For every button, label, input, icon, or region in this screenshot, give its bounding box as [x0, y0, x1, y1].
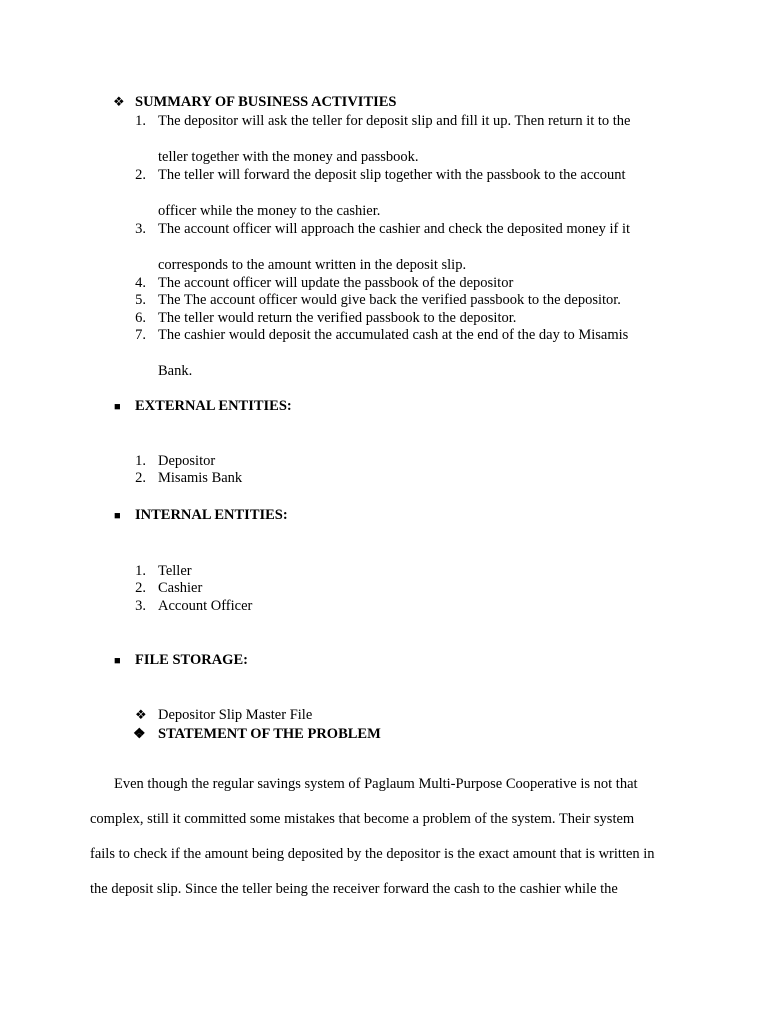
- list-item-number: 2.: [135, 167, 146, 183]
- list-item-text: The depositor will ask the teller for deposit slip and fill it up. Then return it to the: [158, 113, 631, 129]
- paragraph-line: fails to check if the amount being deposited by the depositor is the exact amount that is written in: [90, 846, 655, 862]
- list-item-text: The account officer will approach the cashier and check the deposited money if it: [158, 221, 631, 237]
- summary-heading: SUMMARY OF BUSINESS ACTIVITIES: [135, 94, 397, 110]
- list-item-number: 2.: [135, 580, 146, 596]
- list-item-text: Teller: [158, 563, 192, 579]
- list-item-number: 4.: [135, 275, 146, 291]
- list-item-text: Bank.: [158, 363, 193, 379]
- external-entities-heading: EXTERNAL ENTITIES:: [135, 398, 292, 414]
- list-item-number: 1.: [135, 453, 146, 469]
- list-item-number: 3.: [135, 598, 146, 614]
- list-item-text: Account Officer: [158, 598, 253, 614]
- paragraph-line: complex, still it committed some mistakes that become a problem of the system. Their system: [90, 811, 635, 827]
- diamond-bullet-icon: ❖: [113, 94, 125, 109]
- list-item-number: 1.: [135, 563, 146, 579]
- list-item-text: officer while the money to the cashier.: [158, 203, 381, 219]
- list-item-text: Misamis Bank: [158, 470, 243, 486]
- list-item-number: 5.: [135, 292, 146, 308]
- list-item-number: 6.: [135, 310, 146, 326]
- file-storage-item: Depositor Slip Master File: [158, 707, 313, 723]
- list-item-text: Depositor: [158, 453, 216, 469]
- square-bullet-icon: ■: [114, 655, 121, 667]
- list-item-text: Cashier: [158, 580, 203, 596]
- file-storage-heading: FILE STORAGE:: [135, 652, 248, 668]
- paragraph-line: Even though the regular savings system of Paglaum Multi-Purpose Cooperative is not that: [114, 776, 638, 792]
- internal-entities-heading: INTERNAL ENTITIES:: [135, 507, 288, 523]
- list-item-number: 1.: [135, 113, 146, 129]
- list-item-text: The account officer will update the passbook of the depositor: [158, 275, 514, 291]
- list-item-number: 2.: [135, 470, 146, 486]
- list-item-text: The teller will forward the deposit slip together with the passbook to the account: [158, 167, 626, 183]
- list-item-number: 3.: [135, 221, 146, 237]
- list-item-text: The teller would return the verified passbook to the depositor.: [158, 310, 517, 326]
- list-item-text: The cashier would deposit the accumulated cash at the end of the day to Misamis: [158, 327, 629, 343]
- diamond-bullet-icon: ❖: [135, 707, 147, 722]
- list-item-text: corresponds to the amount written in the deposit slip.: [158, 257, 467, 273]
- square-bullet-icon: ■: [114, 401, 121, 413]
- paragraph-line: the deposit slip. Since the teller being the receiver forward the cash to the cashier while the: [90, 881, 618, 897]
- list-item-text: The The account officer would give back the verified passbook to the depositor.: [158, 292, 621, 308]
- square-bullet-icon: ■: [114, 510, 121, 522]
- diamond-bullet-icon: ❖: [133, 727, 146, 742]
- problem-heading: STATEMENT OF THE PROBLEM: [158, 726, 381, 742]
- list-item-number: 7.: [135, 327, 146, 343]
- list-item-text: teller together with the money and passbook.: [158, 149, 419, 165]
